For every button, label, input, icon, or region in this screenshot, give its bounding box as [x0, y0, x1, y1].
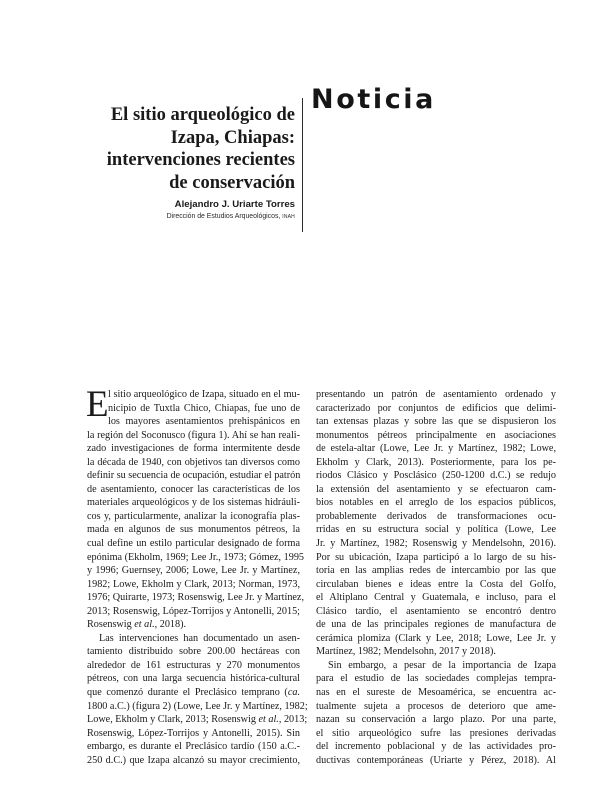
body-line: alrededor de 161 estructuras y 270 monumentos	[87, 659, 300, 671]
title-line: Izapa, Chiapas:	[170, 127, 295, 148]
body-line: cual define un estilo particular designado de forma	[87, 538, 300, 550]
body-line: cerámica plomiza (Clark y Lee, 2018; Lowe, Lee Jr. y	[316, 632, 556, 644]
body-line: de estela-altar (Lowe, Lee Jr. y Martínez, 1982; Lowe,	[316, 443, 556, 455]
body-line: materiales arqueológicos y de los sistemas hidráuli-	[87, 497, 300, 509]
body-line: circulaban bienes e ideas entre la Costa del Golfo,	[316, 578, 556, 590]
affiliation-text: Dirección de Estudios Arqueológicos,	[166, 213, 281, 220]
body-line: Jr. y Martínez, 1982; Rosenswig y Mendelsohn, 2016).	[316, 538, 556, 550]
body-line: de asentamiento, conocer las características de los	[87, 483, 300, 495]
body-line: el sitio arqueológico sufre las presiones derivadas	[316, 727, 556, 739]
body-line: nazan su conservación a largo plazo. Por una parte,	[316, 714, 556, 726]
body-line: cos y, particularmente, analizar la iconografía plas-	[87, 510, 300, 522]
body-line: Martínez, 1982; Mendelsohn, 2017 y 2018).	[316, 646, 496, 658]
body-line: monumentos pétreos principalmente en asociaciones	[316, 429, 556, 441]
body-line: caracterizado por conjuntos de edificios que delimi-	[316, 402, 556, 414]
body-line: bios notables en el arreglo de los espacios públicos,	[316, 497, 556, 509]
body-line: tan extensas plazas y sobre las que se dispusieron los	[316, 416, 556, 428]
body-line: Rosenswig et al., 2018).	[87, 619, 187, 631]
body-line: de una de las principales regiones de manufactura de	[316, 619, 556, 631]
body-line: tualmente sujeta a procesos de deterioro que ame-	[316, 700, 556, 712]
body-line: Rosenswig, López-Torrijos y Antonelli, 2015). Sin	[87, 727, 300, 739]
section-label: Noticia	[311, 84, 436, 115]
body-line: toria en las amplias redes de intercambio por las que	[316, 565, 556, 577]
body-line: pétreos, con una larga secuencia histórica-cultural	[87, 673, 300, 685]
body-line: Por su ubicación, Izapa participó a lo largo de su his-	[316, 551, 556, 563]
body-line: el Altiplano Central y Guatemala, e incluso, para el	[316, 592, 556, 604]
body-line: 1976; Quirarte, 1973; Rosenswig, Lee Jr. y Martínez,	[87, 592, 305, 604]
header-divider	[302, 98, 303, 232]
body-line: rridas en su estructura social y política (Lowe, Lee	[316, 524, 556, 536]
body-line: epónima (Ekholm, 1969; Lee Jr., 1973; Gómez, 1995	[87, 551, 305, 563]
body-line: probablemente derivados de transformaciones ocu-	[316, 510, 556, 522]
body-line: Lowe, Ekholm y Clark, 2013; Rosenswig et al., 2013;	[87, 714, 308, 726]
title-line: El sitio arqueológico de	[110, 105, 295, 125]
body-line: 1982; Lowe, Ekholm y Clark, 2013; Norman, 1973,	[87, 578, 300, 590]
body-line: tamiento distribuido sobre 200.00 hectáreas con	[87, 646, 300, 658]
body-line: zado investigaciones de forma intermitente desde	[87, 443, 300, 455]
institution-abbrev: INAH	[282, 214, 295, 220]
body-line: Las intervenciones han documentado un asen-	[99, 632, 300, 644]
body-line: riodos Clásico y Posclásico (250-1200 d.C.) se redujo	[316, 470, 556, 482]
body-line: 250 d.C.) que Izapa alcanzó su mayor crecimiento,	[87, 754, 300, 766]
body-line: embargo, es durante el Preclásico tardío (150 a.C.-	[87, 741, 300, 753]
body-line: nas en el sureste de Mesoamérica, se encuentra ac-	[316, 687, 556, 699]
body-line: mada en algunos de sus monumentos pétreos, la	[87, 524, 300, 536]
body-line: y 1996; Guernsey, 2006; Lowe, Lee Jr. y Martínez,	[87, 565, 300, 577]
body-column-right	[316, 388, 556, 767]
body-line: para el estudio de las sociedades complejas tempra-	[316, 673, 556, 685]
body-line: 1800 a.C.) (figura 2) (Lowe, Lee Jr. y Martínez, 1982;	[87, 700, 308, 712]
body-line: definir su secuencia de ocupación, estudiar el patrón	[87, 470, 301, 482]
title-line: de conservación	[169, 172, 295, 193]
body-line: Ekholm y Clark, 2013). Posteriormente, para los pe-	[316, 456, 556, 468]
body-column-left	[86, 384, 308, 767]
author-affiliation	[167, 213, 295, 220]
body-line: del incremento poblacional y de las actividades pro-	[316, 741, 556, 753]
body-line: que comenzó durante el Preclásico temprano (ca.	[87, 687, 300, 699]
body-line: ductivas contemporáneas (Uriarte y Pérez, 2018). Al	[316, 754, 556, 766]
body-line: nicipio de Tuxtla Chico, Chiapas, fue uno de	[108, 402, 300, 414]
body-line: la región del Soconusco (figura 1). Ahí se han reali-	[87, 429, 300, 441]
body-line: la década de 1940, con objetivos tan diversos como	[87, 456, 300, 468]
body-line: Sin embargo, a pesar de la importancia de Izapa	[328, 659, 556, 671]
article-title	[35, 104, 295, 194]
drop-cap: E	[86, 384, 109, 425]
body-line: Clásico tardío, el asentamiento se encontró dentro	[316, 605, 556, 617]
title-line: intervenciones recientes	[106, 150, 295, 170]
body-line: 2013; Rosenswig, López-Torrijos y Antonelli, 2015;	[87, 605, 300, 617]
body-line: l sitio arqueológico de Izapa, situado en el mu-	[108, 389, 300, 400]
body-line: los mayores asentamientos prehispánicos en	[108, 416, 300, 428]
author-name: Alejandro J. Uriarte Torres	[174, 199, 295, 210]
body-line: presentando un patrón de asentamiento ordenado y	[316, 389, 556, 400]
body-line: la extensión del asentamiento y se efectuaron cam-	[316, 483, 556, 495]
